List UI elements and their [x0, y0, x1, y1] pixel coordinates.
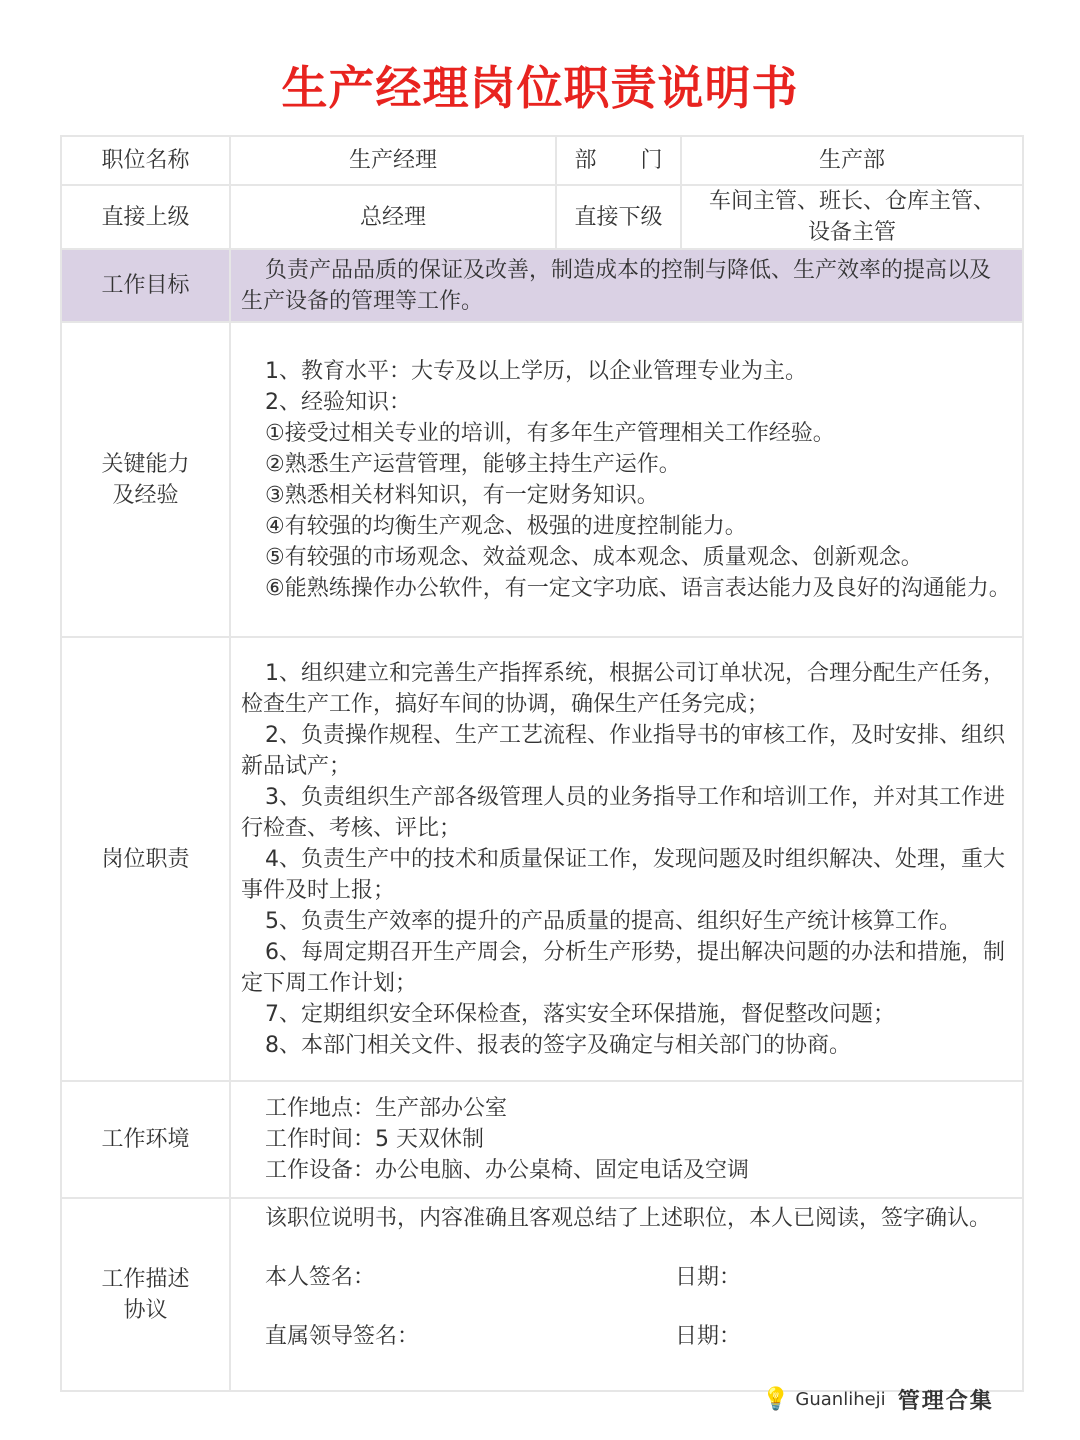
row-duties — [61, 637, 1023, 1081]
agreement-label-line-1: 工作描述 — [101, 1266, 190, 1292]
goal-text — [230, 249, 1023, 322]
row-agreement — [61, 1198, 1023, 1391]
experience-head: 2、经验知识： — [265, 389, 411, 415]
duty-item: 4、负责生产中的技术和质量保证工作，发现问题及时组织解决、处理，重大事件及时上报； — [241, 846, 1005, 903]
ability-item: ⑤有较强的市场观念、效益观念、成本观念、质量观念、创新观念。 — [265, 544, 923, 570]
brand-en: Guanliheji — [795, 1389, 886, 1410]
department-value: 生产部 — [681, 136, 1023, 185]
ability-label-line-1: 关键能力 — [101, 451, 190, 477]
duty-item: 1、组织建立和完善生产指挥系统，根据公司订单状况，合理分配生产任务，检查生产工作，搞好车间的协调，确保生产任务完成； — [241, 660, 1005, 717]
position-value: 生产经理 — [230, 136, 556, 185]
education-line — [241, 356, 1012, 387]
ability-content — [230, 322, 1023, 637]
agreement-text: 该职位说明书，内容准确且客观总结了上述职位，本人已阅读，签字确认。 — [265, 1206, 992, 1231]
agreement-label-line-2: 协议 — [123, 1297, 168, 1323]
duty-item: 6、每周定期召开生产周会，分析生产形势，提出解决问题的办法和措施，制定下周工作计划； — [241, 939, 1005, 996]
duty-item: 2、负责操作规程、生产工艺流程、作业指导书的审核工作，及时安排、组织新品试产； — [241, 722, 1005, 779]
duties-content — [230, 637, 1023, 1081]
subordinate-value — [681, 185, 1023, 249]
self-sign-label: 本人签名： — [265, 1265, 376, 1290]
duties-label: 岗位职责 — [61, 637, 230, 1081]
work-time: 工作时间：5 天双休制 — [265, 1127, 484, 1152]
environment-label: 工作环境 — [61, 1081, 230, 1198]
leader-sign-row — [241, 1321, 1012, 1352]
footer-brand — [762, 1384, 994, 1415]
row-position — [61, 136, 1023, 185]
ability-item: ③熟悉相关材料知识，有一定财务知识。 — [265, 482, 659, 508]
row-ability — [61, 322, 1023, 637]
leader-sign-date-label: 日期： — [675, 1324, 742, 1349]
subordinate-line-2: 设备主管 — [807, 220, 896, 245]
goal-label: 工作目标 — [61, 249, 230, 322]
education-head: 1、教育水平： — [265, 358, 411, 384]
ability-label — [61, 322, 230, 637]
superior-value: 总经理 — [230, 185, 556, 249]
agreement-label — [61, 1198, 230, 1391]
self-sign-row — [241, 1262, 1012, 1293]
duty-item: 5、负责生产效率的提升的产品质量的提高、组织好生产统计核算工作。 — [265, 908, 961, 934]
brand-cn: 管理合集 — [897, 1388, 994, 1414]
duty-item: 3、负责组织生产部各级管理人员的业务指导工作和培训工作，并对其工作进行检查、考核、评比； — [241, 784, 1005, 841]
work-place: 工作地点：生产部办公室 — [265, 1096, 508, 1121]
subordinate-line-1: 车间主管、班长、仓库主管、 — [708, 189, 995, 214]
self-sign-date-label: 日期： — [675, 1265, 742, 1290]
environment-content — [230, 1081, 1023, 1198]
job-description-table — [60, 135, 1024, 1392]
duty-item: 8、本部门相关文件、报表的签字及确定与相关部门的协商。 — [265, 1032, 851, 1058]
position-label: 职位名称 — [61, 136, 230, 185]
row-superior — [61, 185, 1023, 249]
page-title: 生产经理岗位职责说明书 — [281, 61, 799, 115]
ability-item: ②熟悉生产运营管理，能够主持生产运作。 — [265, 451, 681, 477]
row-environment — [61, 1081, 1023, 1198]
work-equipment: 工作设备：办公电脑、办公桌椅、固定电话及空调 — [265, 1158, 750, 1183]
lightbulb-icon: 💡 — [762, 1387, 790, 1412]
education-text: 大专及以上学历，以企业管理专业为主。 — [411, 358, 808, 384]
ability-label-line-2: 及经验 — [112, 482, 179, 508]
duty-item: 7、定期组织安全环保检查，落实安全环保措施，督促整改问题； — [265, 1001, 895, 1027]
superior-label: 直接上级 — [61, 185, 230, 249]
ability-item: ①接受过相关专业的培训，有多年生产管理相关工作经验。 — [265, 420, 835, 446]
ability-item: ④有较强的均衡生产观念、极强的进度控制能力。 — [265, 513, 747, 539]
department-label: 部 门 — [556, 136, 681, 185]
goal-paragraph: 负责产品品质的保证及改善，制造成本的控制与降低、生产效率的提高以及生产设备的管理等工作。 — [241, 257, 992, 314]
agreement-content — [230, 1198, 1023, 1391]
subordinate-label: 直接下级 — [556, 185, 681, 249]
row-goal — [61, 249, 1023, 322]
leader-sign-label: 直属领导签名： — [265, 1324, 420, 1349]
ability-item: ⑥能熟练操作办公软件，有一定文字功底、语言表达能力及良好的沟通能力。 — [265, 575, 1011, 601]
